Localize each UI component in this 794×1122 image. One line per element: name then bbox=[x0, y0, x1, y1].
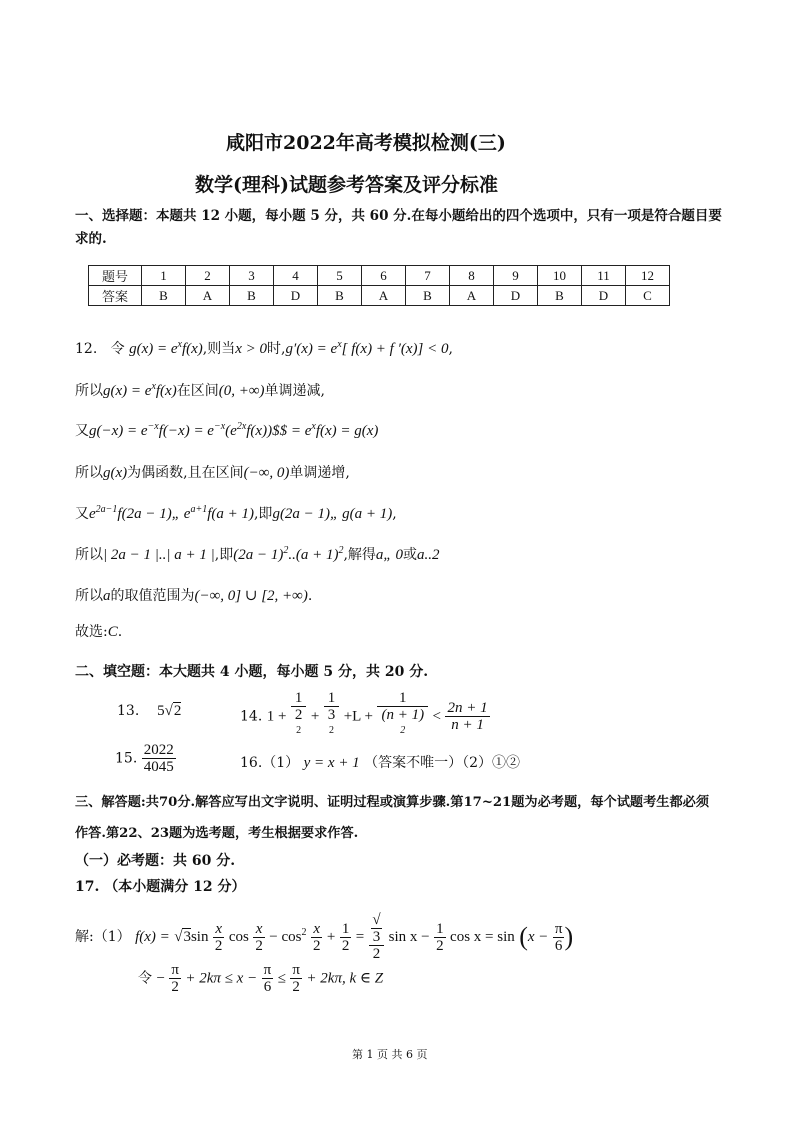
table-cell: B bbox=[318, 286, 362, 306]
table-cell: 12 bbox=[626, 266, 670, 286]
table-cell: 3 bbox=[230, 266, 274, 286]
table-cell: 4 bbox=[274, 266, 318, 286]
section2-heading: 二、填空题：本大题共 4 小题，每小题 5 分，共 20 分. bbox=[75, 664, 429, 680]
answer-14: 14. 1 + 1 2 $^2$ + 1 3 $^2$ +L + 1 (n + 1) $^2$ < $\frac{2n + 1}{n + 1}$ bbox=[240, 690, 488, 736]
solution12-line3: 又$g(-x) = e^{-x}f(-x)$ = $e^{-x}(e^{2x}f(x))\$\$ = e^xf(x) = g(x)$ bbox=[75, 421, 379, 439]
section1-heading-cont: 求的. bbox=[75, 231, 107, 247]
table-cell: D bbox=[494, 286, 538, 306]
page-title: 咸阳市2022年高考模拟检测(三) bbox=[226, 132, 506, 154]
table-cell: 11 bbox=[582, 266, 626, 286]
table-cell: B bbox=[230, 286, 274, 306]
table-cell: B bbox=[142, 286, 186, 306]
table-cell: C bbox=[626, 286, 670, 306]
answer-table bbox=[88, 265, 670, 306]
solution17-eq1: 解:（1） f(x) = √3sin $\frac{x}{2}$ cos $\frac{x}{2}$ − $\cos^2$ $\frac{x}{2}$ + $\frac{1}{2}$ = √ 3 2 sin x − $\frac{1}{2}$ cos x = sin (x − $\frac{\pi}{6}$ ) bbox=[75, 912, 574, 962]
section3-heading-cont: 作答.第22、23题为选考题，考生根据要求作答. bbox=[75, 826, 359, 841]
table-cell: 9 bbox=[494, 266, 538, 286]
solution12-line8: 故选:C. bbox=[75, 624, 123, 640]
answer-13: 13. 5√2 bbox=[117, 703, 182, 719]
table-cell: A bbox=[450, 286, 494, 306]
page-footer: 第 1 页 共 6 页 bbox=[352, 1048, 428, 1061]
answer-15: 15. $\frac{2022}{4045}$ bbox=[115, 742, 174, 775]
table-cell: A bbox=[186, 286, 230, 306]
table-row bbox=[89, 266, 670, 286]
table-cell: 7 bbox=[406, 266, 450, 286]
required-subheading: （一）必考题：共 60 分. bbox=[75, 853, 236, 869]
solution17-eq2: 令 − $\frac{\pi}{2}$ + 2kπ ≤ x − $\frac{\pi}{6}$ ≤ $\frac{\pi}{2}$ + 2kπ, k ∈ Z bbox=[138, 962, 384, 995]
section1-heading: 一、选择题：本题共 12 小题，每小题 5 分，共 60 分.在每小题给出的四个选项中，只有一项是符合题目要 bbox=[75, 208, 722, 224]
table-header-cell: 题号 bbox=[89, 266, 142, 286]
question17-heading: 17. （本小题满分 12 分） bbox=[75, 879, 246, 895]
table-header-cell: 答案 bbox=[89, 286, 142, 306]
table-cell: 10 bbox=[538, 266, 582, 286]
solution12-line6: 所以| 2a − 1 |..| a + 1 |,即$(2a - 1)^2..(a + 1)^2$,解得a„ 0或a..2 bbox=[75, 545, 440, 563]
table-cell: 6 bbox=[362, 266, 406, 286]
section3-heading: 三、解答题:共70分.解答应写出文字说明、证明过程或演算步骤.第17~21题为必考题，每个试题考生都必须 bbox=[75, 795, 710, 810]
table-cell: 8 bbox=[450, 266, 494, 286]
table-cell: D bbox=[274, 286, 318, 306]
table-cell: D bbox=[582, 286, 626, 306]
table-cell: 1 bbox=[142, 266, 186, 286]
table-row bbox=[89, 286, 670, 306]
table-cell: 5 bbox=[318, 266, 362, 286]
page-subtitle: 数学(理科)试题参考答案及评分标准 bbox=[195, 174, 498, 196]
table-cell: B bbox=[406, 286, 450, 306]
solution12-line5: 又$e^{2a-1}f(2a$ − 1)„ $e^{a+1}f(a + 1)$,即g(2a − 1)„ g(a + 1), bbox=[75, 504, 397, 522]
solution12-line4: 所以g(x)为偶函数,且在区间(−∞, 0)单调递增, bbox=[75, 465, 350, 481]
answer-16: 16.（1） y = x + 1 （答案不唯一）（2）①② bbox=[240, 755, 521, 771]
table-cell: 2 bbox=[186, 266, 230, 286]
solution12-line7: 所以a的取值范围为(−∞, 0] ∪ [2, +∞). bbox=[75, 588, 313, 604]
solution12-line2: 所以$g(x) = e^xf(x)$在区间(0, +∞)单调递减, bbox=[75, 381, 325, 399]
table-cell: B bbox=[538, 286, 582, 306]
solution12-line1: 12. 令 $g(x) = e^xf(x)$,则当x > 0时$,g'(x) = e^x$[ f(x) + f ′(x)] < 0, bbox=[75, 339, 453, 357]
table-cell: A bbox=[362, 286, 406, 306]
